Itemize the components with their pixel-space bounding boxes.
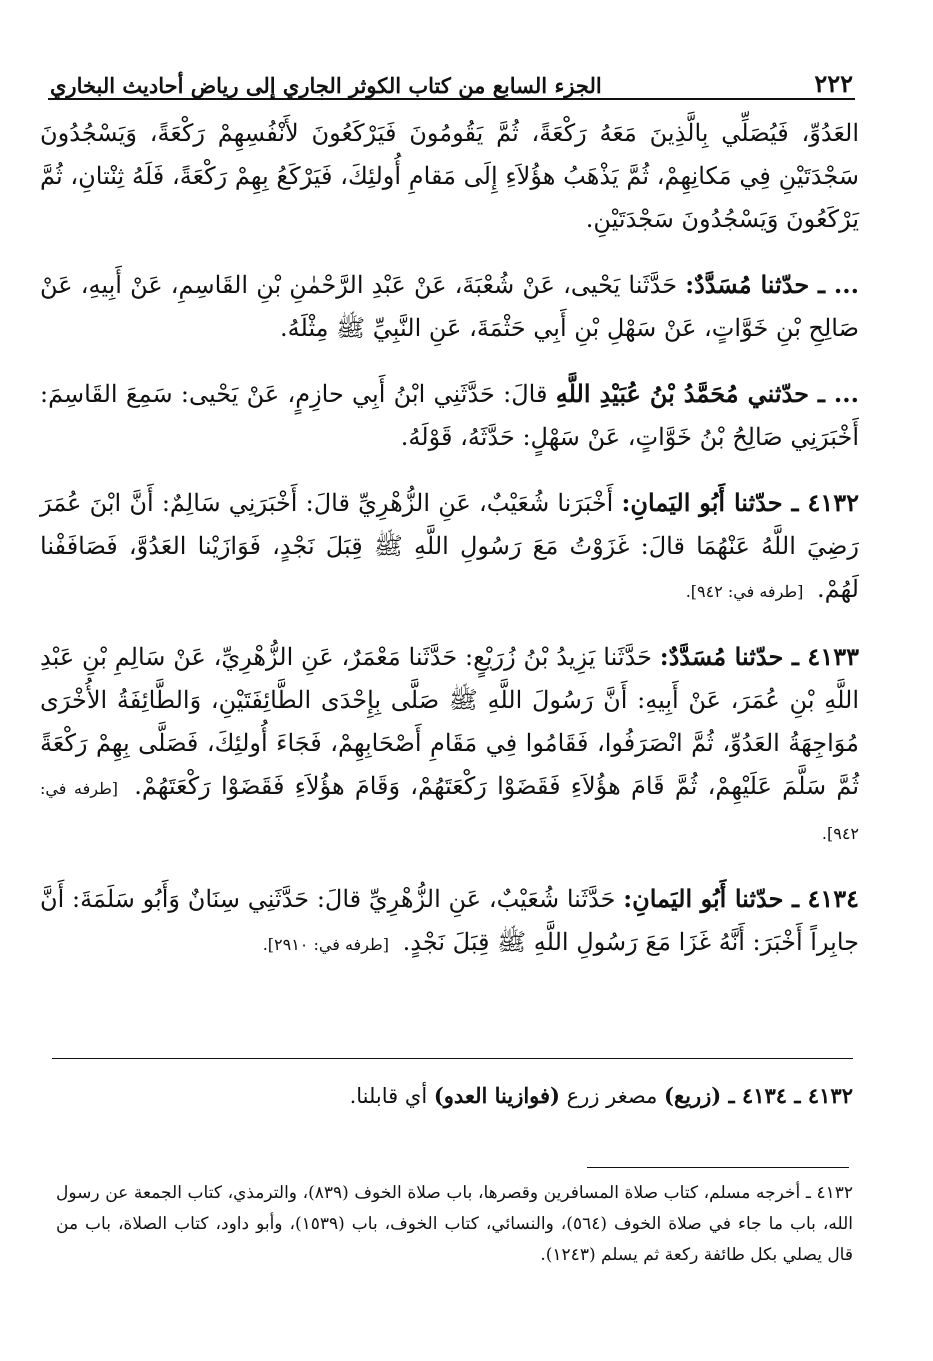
paragraph-text: حَدَّثَنا يَزِيدُ بْنُ زُرَيْعٍ: حَدَّثَنا مَعْمَرٌ، عَنِ الزُّهْرِيِّ، عَنْ سَالِمِ بْنِ عَبْدِ اللَّهِ بْنِ عُمَرَ، عَنْ أَبِيهِ: أَنَّ رَسُولَ اللَّهِ ﷺ صَلَّى بِإِحْدَى الطَّائِفَتَيْنِ، وَالطَّائِفَةُ الأُخْرَى مُوَاجِهَةُ العَدُوِّ، ثُمَّ انْصَرَفُوا، فَقَامُوا فِي مَقَامِ أَصْحَابِهِمْ، فَجَاءَ أُولئِكَ، فَصَلَّى بِهِمْ رَكْعَةً ثُمَّ سَلَّمَ عَلَيْهِمْ، ثُمَّ قَامَ هؤُلاَءِ فَقَضَوْا رَكْعَتَهُمْ، وَقَامَ هؤُلاَءِ فَقَضَوْا رَكْعَتَهُمْ.	[40, 643, 860, 800]
hadith-paragraph	[40, 263, 859, 350]
page-number: ٢٢٢	[814, 69, 853, 98]
footnote: ٤١٣٢ ـ أخرجه مسلم، كتاب صلاة المسافرين وقصرها، باب صلاة الخوف (٨٣٩)، والترمذي، كتاب الجمعة عن رسول الله، باب ما جاء في صلاة الخوف (٥٦٤)، والنسائي، كتاب الخوف، باب (١٥٣٩)، وأبو داود، كتاب الصلاة، باب من قال يصلي بكل طائفة ركعة ثم يسلم (١٢٤٣).	[56, 1183, 853, 1265]
hadith-paragraph	[40, 481, 859, 613]
commentary-tail: أي قابلنا.	[349, 1084, 434, 1108]
cross-reference: [طرفه في: ٩٤٢].	[685, 582, 804, 601]
hadith-lead: ... ـ حدّثنا مُسَدَّدٌ:	[685, 270, 859, 299]
commentary-term: (فوازينا العدو)	[433, 1083, 560, 1108]
paragraph-text: حَدَّثَنا يَحْيى، عَنْ شُعْبَةَ، عَنْ عَبْدِ الرَّحْمٰنِ بْنِ القَاسِمِ، عَنْ أَبِيهِ، عَنْ صَالِحِ بْنِ خَوَّاتٍ، عَنْ سَهْلِ بْنِ أَبِي حَثْمَةَ، عَنِ النَّبِيِّ ﷺ مِثْلَهُ.	[40, 271, 859, 342]
hadith-paragraph	[40, 877, 859, 966]
hadith-paragraph	[40, 112, 859, 241]
hadith-lead: ٤١٣٢ ـ حدّثنا أَبُو اليَمانِ:	[621, 488, 859, 517]
hadith-lead: ٤١٣٣ ـ حدّثنا مُسَدَّدٌ:	[659, 642, 859, 671]
hadith-lead: ... ـ حدّثني مُحَمَّدُ بْنُ عُبَيْدِ اللَّهِ	[555, 379, 859, 408]
cross-reference: [طرفه في: ٢٩١٠].	[262, 935, 389, 954]
hadith-lead: ٤١٣٤ ـ حدّثنا أَبُو اليَمانِ:	[623, 884, 860, 913]
footnote-rule	[587, 1167, 849, 1168]
cross-reference: [طرفه في: ٩٤٢].	[40, 779, 859, 843]
commentary-mid: مصغر زرع	[560, 1084, 665, 1108]
page-header	[50, 58, 853, 102]
commentary-lead: ٤١٣٢ ـ ٤١٣٤ ـ (زريع)	[664, 1083, 853, 1108]
commentary-note	[60, 1076, 853, 1116]
hadith-paragraph	[40, 635, 859, 855]
paragraph-text: حَدَّثَنا شُعَيْبٌ، عَنِ الزُّهْرِيِّ قالَ: حَدَّثَنِي سِنَانٌ وَأَبُو سَلَمَةَ: أَنَّ جابِراً أَخْبَرَ: أَنَّهُ غَزَا مَعَ رَسُولِ اللَّهِ ﷺ قِبَلَ نَجْدٍ.	[40, 885, 859, 956]
running-title: الجزء السابع من كتاب الكوثر الجاري إلى رياض أحاديث البخاري	[50, 73, 602, 98]
paragraph-text: أَخْبَرَنا شُعَيْبٌ، عَنِ الزُّهْرِيِّ قالَ: أَخْبَرَنِي سَالِمٌ: أَنَّ ابْنَ عُمَرَ رَضِيَ اللَّهُ عَنْهُمَا قالَ: غَزَوْتُ مَعَ رَسُولِ اللَّهِ ﷺ قِبَلَ نَجْدٍ، فَوَازَيْنا العَدُوَّ، فَصَافَفْنا لَهُمْ.	[40, 489, 859, 603]
main-text	[40, 112, 859, 988]
commentary-divider	[52, 1058, 853, 1059]
hadith-paragraph	[40, 372, 859, 459]
paragraph-text: قالَ: حَدَّثَنِي ابْنُ أَبِي حازِمٍ، عَنْ يَحْيى: سَمِعَ القَاسِمَ: أَخْبَرَنِي صَالِحُ بْنُ خَوَّاتٍ، عَنْ سَهْلٍ: حَدَّثَهُ، قَوْلَهُ.	[40, 380, 859, 451]
paragraph-text: العَدُوِّ، فَيُصَلِّي بِالَّذِينَ مَعَهُ رَكْعَةً، ثُمَّ يَقُومُونَ فَيَرْكَعُونَ لأَنْفُسِهِمْ رَكْعَةً، وَيَسْجُدُونَ سَجْدَتَيْنِ فِي مَكانِهِمْ، ثُمَّ يَذْهَبُ هؤُلاَءِ إِلَى مَقامِ أُولئِكَ، فَيَرْكَعُ بِهِمْ رَكْعَةً، فَلَهُ ثِنْتانِ، ثُمَّ يَرْكَعُونَ وَيَسْجُدُونَ سَجْدَتَيْنِ.	[40, 119, 859, 233]
header-rule	[48, 98, 855, 100]
